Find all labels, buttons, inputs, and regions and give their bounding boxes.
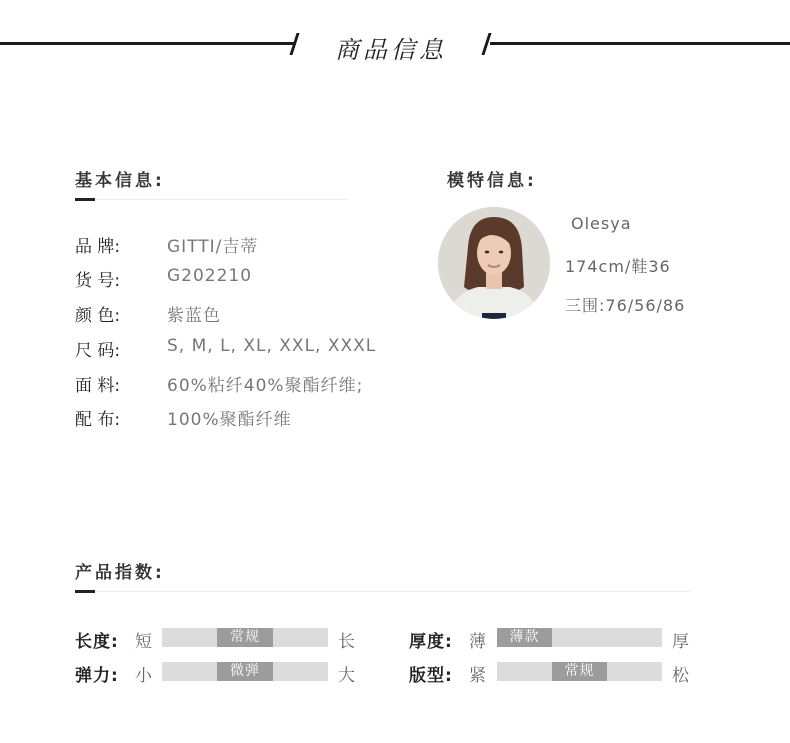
basic-info-rule xyxy=(75,199,348,200)
index-max-elasticity: 大 xyxy=(338,666,355,686)
model-height-shoe: 174cm/鞋36 xyxy=(565,257,671,276)
index-selected-length: 常规 xyxy=(217,628,273,647)
index-max-fit: 松 xyxy=(672,666,689,686)
info-row-fabric xyxy=(75,371,435,397)
index-selected-elasticity: 微弹 xyxy=(217,662,273,681)
info-value: GITTI/吉蒂 xyxy=(167,237,259,257)
index-min-elasticity: 小 xyxy=(135,666,152,686)
info-label: 尺 码: xyxy=(75,341,121,361)
info-label: 品 牌: xyxy=(75,237,121,257)
index-bar-fit xyxy=(497,662,662,681)
index-min-thickness: 薄 xyxy=(469,632,486,652)
info-label: 配 布: xyxy=(75,410,121,430)
index-min-fit: 紧 xyxy=(469,666,486,686)
header-right-line xyxy=(490,42,790,45)
info-value: 60%粘纤40%聚酯纤维; xyxy=(167,376,364,396)
index-label-thickness: 厚度: xyxy=(409,632,453,652)
info-value: 紫蓝色 xyxy=(167,306,221,326)
index-bar-elasticity xyxy=(162,662,328,681)
product-index-title: 产品指数: xyxy=(75,563,165,583)
index-label-elasticity: 弹力: xyxy=(75,666,119,686)
model-measurements: 三围:76/56/86 xyxy=(565,296,686,315)
model-info-title: 模特信息: xyxy=(447,171,537,191)
index-selected-thickness: 薄款 xyxy=(497,628,552,647)
info-row-brand xyxy=(75,232,435,258)
index-min-length: 短 xyxy=(135,632,152,652)
index-bar-length xyxy=(162,628,328,647)
index-label-fit: 版型: xyxy=(409,666,453,686)
info-value: G202210 xyxy=(167,266,253,286)
info-label: 货 号: xyxy=(75,271,121,291)
info-value: 100%聚酯纤维 xyxy=(167,410,292,430)
info-label: 颜 色: xyxy=(75,306,121,326)
info-value: S, M, L, XL, XXL, XXXL xyxy=(167,336,377,356)
info-row-sku xyxy=(75,266,435,292)
index-label-length: 长度: xyxy=(75,632,119,652)
product-index-accent xyxy=(75,590,95,593)
basic-info-accent xyxy=(75,198,95,201)
model-avatar xyxy=(438,207,550,319)
index-max-thickness: 厚 xyxy=(672,632,689,652)
product-index-rule xyxy=(75,591,690,592)
info-row-color xyxy=(75,301,435,327)
basic-info-title: 基本信息: xyxy=(75,171,165,191)
info-label: 面 料: xyxy=(75,376,121,396)
page-title: 商品信息 xyxy=(335,36,447,64)
info-row-size xyxy=(75,336,435,362)
info-row-lining xyxy=(75,405,435,431)
model-portrait-image xyxy=(438,207,550,319)
index-selected-fit: 常规 xyxy=(552,662,607,681)
header-left-line xyxy=(0,42,296,45)
index-bar-thickness xyxy=(497,628,662,647)
index-max-length: 长 xyxy=(338,632,355,652)
model-name: Olesya xyxy=(571,214,632,233)
